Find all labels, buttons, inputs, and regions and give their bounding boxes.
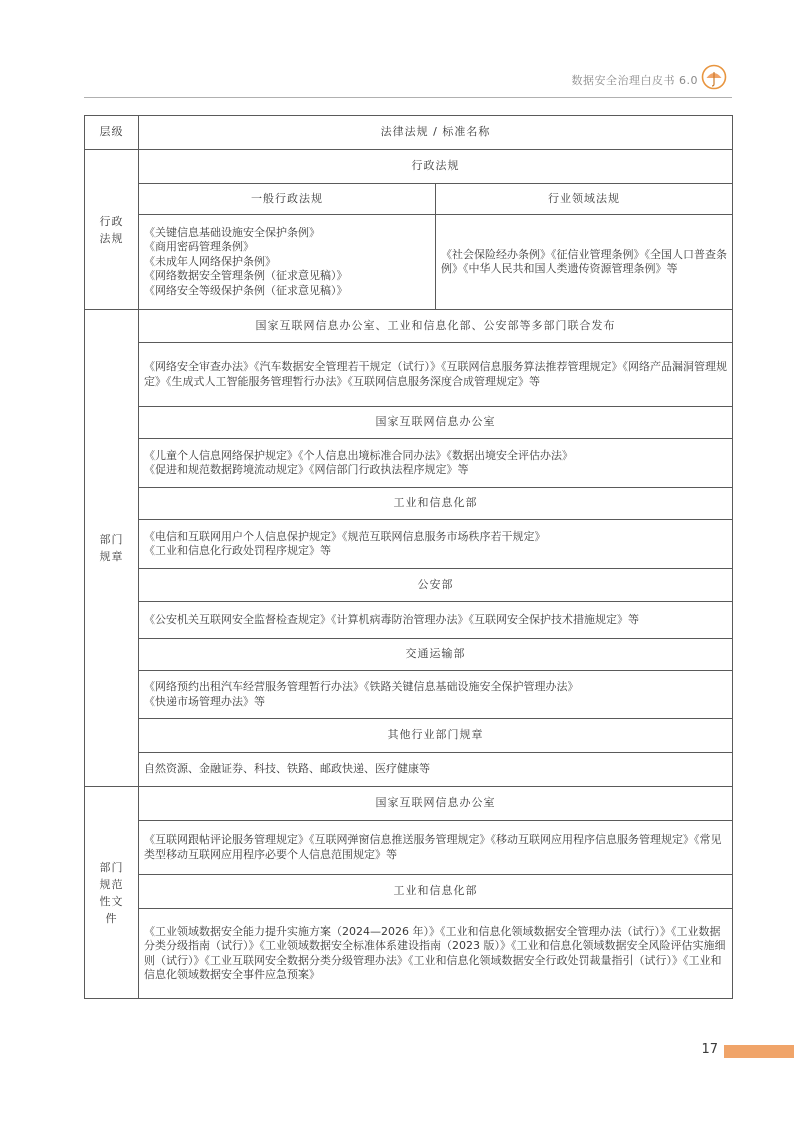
table-row <box>85 343 733 407</box>
table-row <box>85 569 733 602</box>
table-row <box>85 821 733 875</box>
table-row <box>85 310 733 343</box>
header-divider <box>84 97 732 98</box>
level-admin-regulations: 行政 法规 <box>85 150 139 310</box>
group-list: 《互联网跟帖评论服务管理规定》《互联网弹窗信息推送服务管理规定》《移动互联网应用程序信息服务管理规定》《常见类型移动互联网应用程序必要个人信息范围规定》等 <box>139 821 733 875</box>
industry-regulations-list: 《社会保险经办条例》《征信业管理条例》《全国人口普查条例》《中华人民共和国人类遗传资源管理条例》等 <box>436 215 733 310</box>
table-row <box>85 184 733 215</box>
group-title: 交通运输部 <box>139 639 733 671</box>
table-row <box>85 909 733 999</box>
running-header-title: 数据安全治理白皮书 6.0 <box>571 74 698 87</box>
group-list: 《网络安全审查办法》《汽车数据安全管理若干规定（试行）》《互联网信息服务算法推荐管理规定》《网络产品漏洞管理规定》《生成式人工智能服务管理暂行办法》《互联网信息服务深度合成管理规定》等 <box>139 343 733 407</box>
group-title: 国家互联网信息办公室、工业和信息化部、公安部等多部门联合发布 <box>139 310 733 343</box>
table-row <box>85 150 733 184</box>
table-row <box>85 488 733 520</box>
group-list: 《电信和互联网用户个人信息保护规定》《规范互联网信息服务市场秩序若干规定》 《工业和信息化行政处罚程序规定》等 <box>139 520 733 569</box>
level-department-rules: 部门 规章 <box>85 310 139 787</box>
group-list: 《公安机关互联网安全监督检查规定》《计算机病毒防治管理办法》《互联网安全保护技术措施规定》等 <box>139 602 733 639</box>
group-title: 国家互联网信息办公室 <box>139 407 733 439</box>
table-row <box>85 671 733 719</box>
column-title-general: 一般行政法规 <box>139 184 436 215</box>
page-number-accent-bar <box>724 1045 794 1058</box>
table-row <box>85 439 733 488</box>
table-row <box>85 602 733 639</box>
column-title-industry: 行业领域法规 <box>436 184 733 215</box>
group-list: 《工业领域数据安全能力提升实施方案（2024—2026 年）》《工业和信息化领域数据安全管理办法（试行）》《工业数据分类分级指南（试行）》《工业领域数据安全标准体系建设指南（2023 版）》《工业和信息化领域数据安全风险评估实施细则（试行）》《工业互联网安全数据分类分级管理办法》《工业和信息化领域数据安全行政处罚裁量指引（试行）》《工业和信息化领域数据安全事件应急预案》 <box>139 909 733 999</box>
table-header-row <box>85 116 733 150</box>
group-title: 公安部 <box>139 569 733 602</box>
table-row <box>85 520 733 569</box>
level-normative-documents: 部门 规范 性文 件 <box>85 787 139 999</box>
umbrella-shield-logo-icon <box>701 64 727 90</box>
regulation-table <box>84 115 733 999</box>
group-title: 工业和信息化部 <box>139 875 733 909</box>
header-level-cell: 层级 <box>85 116 139 150</box>
header-name-cell: 法律法规 / 标准名称 <box>139 116 733 150</box>
group-list: 《儿童个人信息网络保护规定》《个人信息出境标准合同办法》《数据出境安全评估办法》 《促进和规范数据跨境流动规定》《网信部门行政执法程序规定》等 <box>139 439 733 488</box>
table-row <box>85 787 733 821</box>
general-regulations-list: 《关键信息基础设施安全保护条例》 《商用密码管理条例》 《未成年人网络保护条例》 《网络数据安全管理条例（征求意见稿）》 《网络安全等级保护条例（征求意见稿）》 <box>139 215 436 310</box>
group-title: 其他行业部门规章 <box>139 719 733 753</box>
table-row <box>85 215 733 310</box>
section-title: 行政法规 <box>139 150 733 184</box>
table-row <box>85 753 733 787</box>
group-title: 国家互联网信息办公室 <box>139 787 733 821</box>
table-row <box>85 407 733 439</box>
group-title: 工业和信息化部 <box>139 488 733 520</box>
table-row <box>85 875 733 909</box>
table-row <box>85 719 733 753</box>
table-row <box>85 639 733 671</box>
page-number: 17 <box>701 1042 718 1057</box>
group-list: 自然资源、金融证券、科技、铁路、邮政快递、医疗健康等 <box>139 753 733 787</box>
group-list: 《网络预约出租汽车经营服务管理暂行办法》《铁路关键信息基础设施安全保护管理办法》 《快递市场管理办法》等 <box>139 671 733 719</box>
